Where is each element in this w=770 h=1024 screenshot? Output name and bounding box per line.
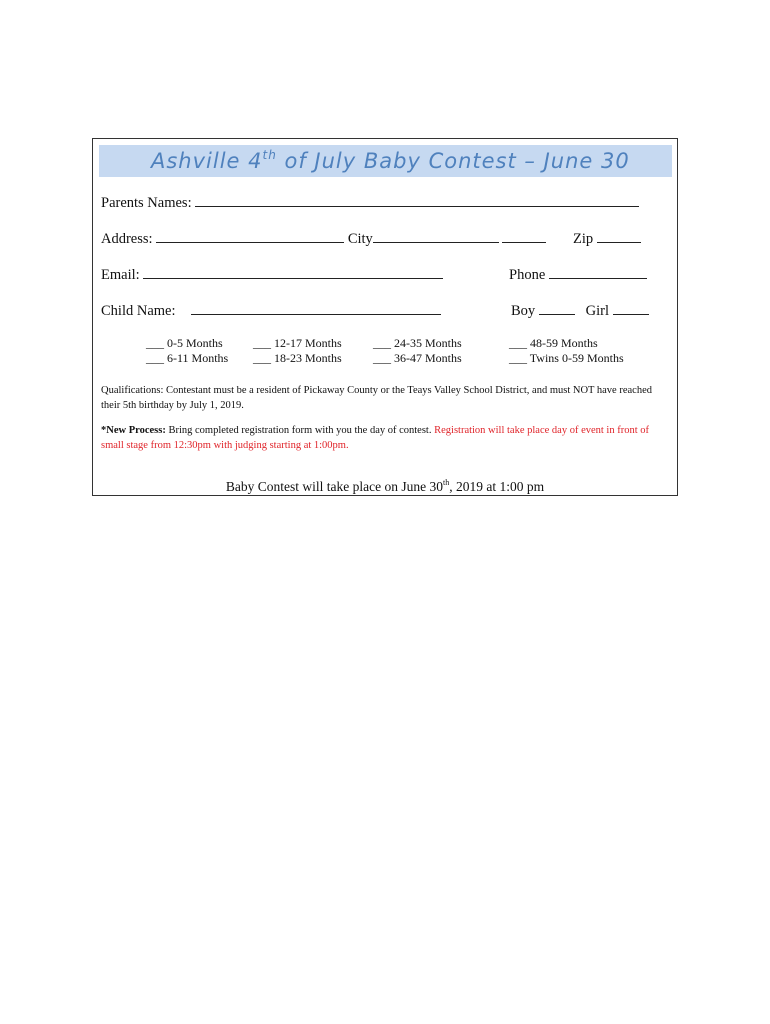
registration-notice: Registration will take place day of event in front of small stage from 12:30pm with judging starting at 1:00pm. <box>101 425 650 451</box>
age-option-0-5[interactable]: ___ 0-5 Months <box>146 336 223 350</box>
email-field[interactable] <box>143 266 443 279</box>
city-field[interactable] <box>373 230 499 243</box>
city-label: City <box>347 231 373 247</box>
phone-row <box>509 266 647 284</box>
address-row <box>101 230 546 248</box>
form-title: Ashville 4th of July Baby Contest – June 30 <box>151 148 630 173</box>
registration-form <box>92 138 678 496</box>
girl-field[interactable] <box>613 302 649 315</box>
zip-label: Zip <box>573 231 594 247</box>
contest-date-text: Baby Contest will take place on June 30th, 2019 at 1:00 pm <box>225 478 545 494</box>
title-bar <box>99 145 672 177</box>
child-row <box>101 302 441 320</box>
zip-row <box>573 230 641 248</box>
gender-row <box>511 302 649 320</box>
address-label: Address: <box>101 231 153 247</box>
email-row <box>101 266 443 284</box>
state-field[interactable] <box>502 230 546 243</box>
email-label: Email: <box>101 267 140 283</box>
boy-label: Boy <box>511 303 536 319</box>
zip-field[interactable] <box>597 230 641 243</box>
age-option-36-47[interactable]: ___ 36-47 Months <box>373 351 462 365</box>
parents-field[interactable] <box>195 194 639 207</box>
age-option-6-11[interactable]: ___ 6-11 Months <box>146 351 229 365</box>
boy-field[interactable] <box>539 302 575 315</box>
phone-label: Phone <box>509 267 546 283</box>
child-label: Child Name: <box>101 303 176 319</box>
parents-label: Parents Names: <box>101 195 192 211</box>
age-option-24-35[interactable]: ___ 24-35 Months <box>373 336 462 350</box>
qualifications-text: Qualifications: Contestant must be a resident of Pickaway County or the Teays Valley School District, and must NOT have reached their 5th birthday by July 1, 2019. <box>101 385 652 411</box>
age-option-12-17[interactable]: ___ 12-17 Months <box>253 336 342 350</box>
new-process-text: *New Process: Bring completed registration form with you the day of contest. Registration will take place day of event in front of small stage from 12:30pm with judging starting at 1:00pm. <box>101 425 650 451</box>
child-field[interactable] <box>191 302 441 315</box>
parents-row <box>101 194 639 212</box>
age-option-twins[interactable]: ___ Twins 0-59 Months <box>509 351 624 365</box>
phone-field[interactable] <box>549 266 647 279</box>
girl-label: Girl <box>585 303 610 319</box>
address-field[interactable] <box>156 230 344 243</box>
age-option-18-23[interactable]: ___ 18-23 Months <box>253 351 342 365</box>
age-option-48-59[interactable]: ___ 48-59 Months <box>509 336 598 350</box>
